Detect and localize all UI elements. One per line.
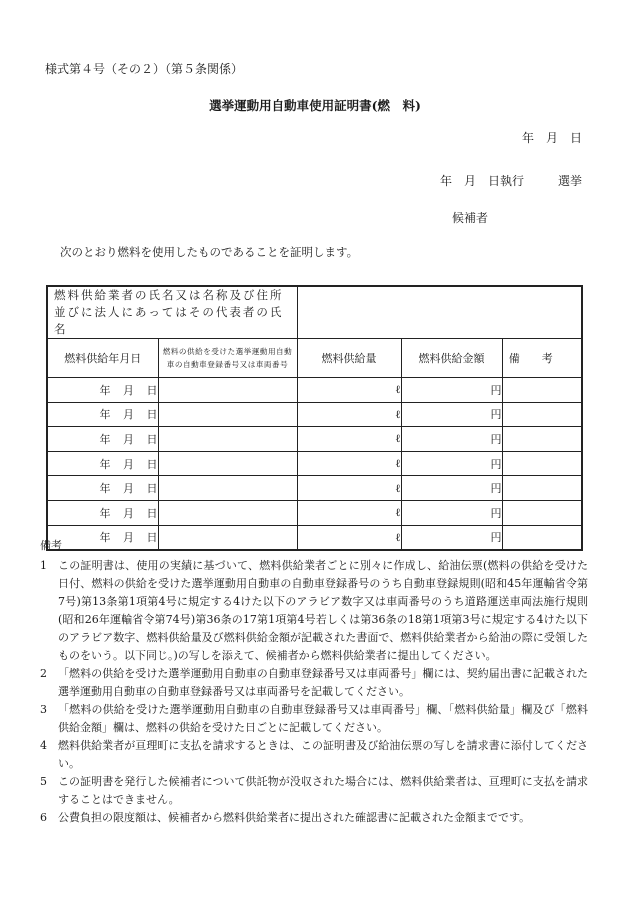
row-vehicle[interactable] [158, 427, 297, 452]
row-amount[interactable]: ℓ [297, 476, 401, 501]
note-item [40, 701, 588, 737]
row-remarks[interactable] [502, 427, 582, 452]
row-amount[interactable]: ℓ [297, 378, 401, 403]
row-price[interactable]: 円 [401, 427, 502, 452]
table-row [47, 451, 582, 476]
supplier-label: 燃料供給業者の氏名又は名称及び住所並びに法人にあってはその代表者の氏名 [47, 286, 297, 339]
header-price: 燃料供給金額 [401, 339, 502, 378]
election-date: 年 月 日執行 [439, 174, 524, 188]
header-remarks: 備考 [502, 339, 582, 378]
row-remarks[interactable] [502, 476, 582, 501]
note-number: 6 [40, 811, 47, 824]
note-number: 5 [40, 775, 47, 788]
table-body [47, 378, 582, 551]
document-title: 選挙運動用自動車使用証明書(燃 料) [209, 98, 421, 113]
row-amount[interactable]: ℓ [297, 525, 401, 550]
note-text: 燃料供給業者が亘理町に支払を請求するときは、この証明書及び給油伝票の写しを請求書に添付してください。 [58, 739, 588, 770]
row-amount[interactable]: ℓ [297, 427, 401, 452]
row-remarks[interactable] [502, 500, 582, 525]
fuel-usage-table [46, 285, 583, 551]
column-header-row [47, 339, 582, 378]
row-price[interactable]: 円 [401, 525, 502, 550]
note-text: 公費負担の限度額は、候補者から燃料供給業者に提出された確認書に記載された金額までです。 [58, 811, 531, 824]
table-row [47, 500, 582, 525]
row-price[interactable]: 円 [401, 402, 502, 427]
row-vehicle[interactable] [158, 451, 297, 476]
table-row [47, 402, 582, 427]
row-date[interactable]: 年 月 日 [47, 525, 158, 550]
notes-list [40, 557, 588, 827]
row-date[interactable]: 年 月 日 [47, 402, 158, 427]
note-item [40, 665, 588, 701]
row-amount[interactable]: ℓ [297, 451, 401, 476]
header-amount: 燃料供給量 [297, 339, 401, 378]
election-name: 選挙 [557, 174, 582, 188]
note-item [40, 809, 588, 827]
row-vehicle[interactable] [158, 500, 297, 525]
note-text: 「燃料の供給を受けた選挙運動用自動車の自動車登録番号又は車両番号」欄、「燃料供給量」欄及び「燃料供給金額」欄は、燃料の供給を受けた日ごとに記載してください。 [58, 703, 588, 734]
election-line [440, 172, 582, 189]
row-price[interactable]: 円 [401, 451, 502, 476]
row-date[interactable]: 年 月 日 [47, 500, 158, 525]
note-number: 4 [40, 739, 47, 752]
row-vehicle[interactable] [158, 402, 297, 427]
note-text: 「燃料の供給を受けた選挙運動用自動車の自動車登録番号又は車両番号」欄には、契約届出書に記載された選挙運動用自動車の自動車登録番号又は車両番号を記載してください。 [58, 667, 588, 698]
note-item [40, 737, 588, 773]
row-amount[interactable]: ℓ [297, 402, 401, 427]
notes-title: 備考 [40, 539, 62, 552]
note-item [40, 557, 588, 665]
certification-statement: 次のとおり燃料を使用したものであることを証明します。 [60, 245, 359, 259]
row-remarks[interactable] [502, 451, 582, 476]
row-date[interactable]: 年 月 日 [47, 427, 158, 452]
note-number: 2 [40, 667, 47, 680]
supplier-row [47, 286, 582, 339]
row-price[interactable]: 円 [401, 500, 502, 525]
table-row [47, 427, 582, 452]
candidate-label: 候補者 [452, 211, 489, 225]
row-amount[interactable]: ℓ [297, 500, 401, 525]
table-row [47, 476, 582, 501]
row-date[interactable]: 年 月 日 [47, 451, 158, 476]
row-price[interactable]: 円 [401, 476, 502, 501]
row-date[interactable]: 年 月 日 [47, 476, 158, 501]
notes-section [40, 537, 588, 827]
table-row [47, 378, 582, 403]
row-vehicle[interactable] [158, 378, 297, 403]
note-text: この証明書は、使用の実績に基づいて、燃料供給業者ごとに別々に作成し、給油伝票(燃料の供給を受けた日付、燃料の供給を受けた選挙運動用自動車の自動車登録番号のうち自動車登録規則(昭和45年運輸省令第7号)第13条第1項第4号に規定する4けた以下のアラビア数字又は車両番号のうち道路運送車両法施行規則(昭和26年運輸省令第74号)第36条の17第1項第4号若しくは第36条の18第1項第3号に規定する4けた以下のアラビア数字、燃料供給量及び燃料供給金額が記載された書面で、燃料供給業者から給油の際に受領したものをいう。以下同じ。)の写しを添えて、候補者から燃料供給業者に提出してください。 [58, 559, 588, 662]
row-remarks[interactable] [502, 402, 582, 427]
note-number: 1 [40, 559, 47, 572]
row-date[interactable]: 年 月 日 [47, 378, 158, 403]
header-date: 燃料供給年月日 [47, 339, 158, 378]
note-item [40, 773, 588, 809]
header-vehicle: 燃料の供給を受けた選挙運動用自動車の自動車登録番号又は車両番号 [158, 339, 297, 378]
supplier-field[interactable] [297, 286, 582, 339]
form-id: 様式第４号（その２）（第５条関係） [45, 62, 244, 76]
issue-date: 年 月 日 [521, 131, 582, 145]
row-remarks[interactable] [502, 378, 582, 403]
note-number: 3 [40, 703, 47, 716]
note-text: この証明書を発行した候補者について供託物が没収された場合には、燃料供給業者は、亘理町に支払を請求することはできません。 [58, 775, 588, 806]
row-price[interactable]: 円 [401, 378, 502, 403]
row-vehicle[interactable] [158, 476, 297, 501]
